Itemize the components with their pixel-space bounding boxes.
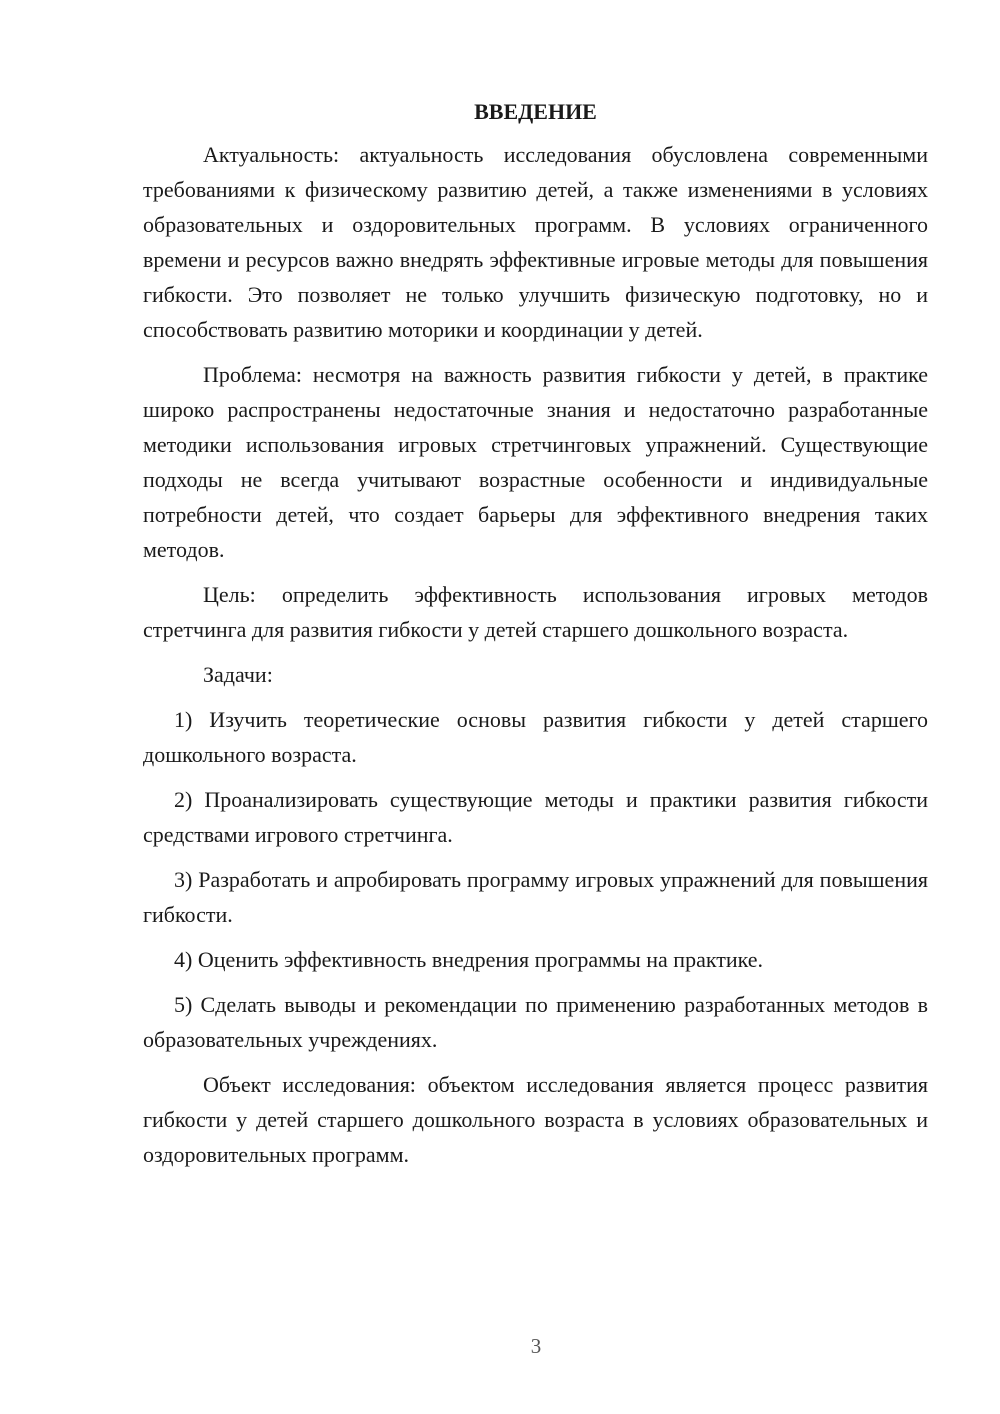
page-number-text: 3 xyxy=(530,1334,542,1358)
task-item-2: 2) Проанализировать существующие методы и практики развития гибкости средствами игрового стретчинга. xyxy=(143,787,928,847)
task-item-4: 4) Оценить эффективность внедрения программы на практике. xyxy=(174,947,764,972)
task-item-3: 3) Разработать и апробировать программу игровых упражнений для повышения гибкости. xyxy=(143,867,928,927)
goal-paragraph: Цель: определить эффективность использования игровых методов стретчинга для развития гибкости у детей старшего дошкольного возраста. xyxy=(143,582,928,642)
section-heading: ВВЕДЕНИЕ xyxy=(474,99,597,124)
task-item-5: 5) Сделать выводы и рекомендации по применению разработанных методов в образовательных учреждениях. xyxy=(143,992,928,1052)
object-paragraph: Объект исследования: объектом исследования является процесс развития гибкости у детей старшего дошкольного возраста в условиях образовательных и оздоровительных программ. xyxy=(143,1072,928,1167)
relevance-paragraph: Актуальность: актуальность исследования обусловлена современными требованиями к физическому развитию детей, а также изменениями в условиях образовательных и оздоровительных программ. В условиях ограниченного времени и ресурсов важно внедрять эффективные игровые методы для повышения гибкости. Это позволяет не только улучшить физическую подготовку, но и способствовать развитию моторики и координации у детей. xyxy=(143,142,928,342)
page-number xyxy=(72,1334,1000,1359)
problem-paragraph: Проблема: несмотря на важность развития гибкости у детей, в практике широко распространены недостаточные знания и недостаточно разработанные методики использования игровых стретчинговых упражнений. Существующие подходы не всегда учитывают возрастные особенности и индивидуальные потребности детей, что создает барьеры для эффективного внедрения таких методов. xyxy=(143,362,928,562)
tasks-label: Задачи: xyxy=(203,662,273,687)
document-body xyxy=(143,94,928,1182)
task-item-1: 1) Изучить теоретические основы развития гибкости у детей старшего дошкольного возраста. xyxy=(143,707,928,767)
